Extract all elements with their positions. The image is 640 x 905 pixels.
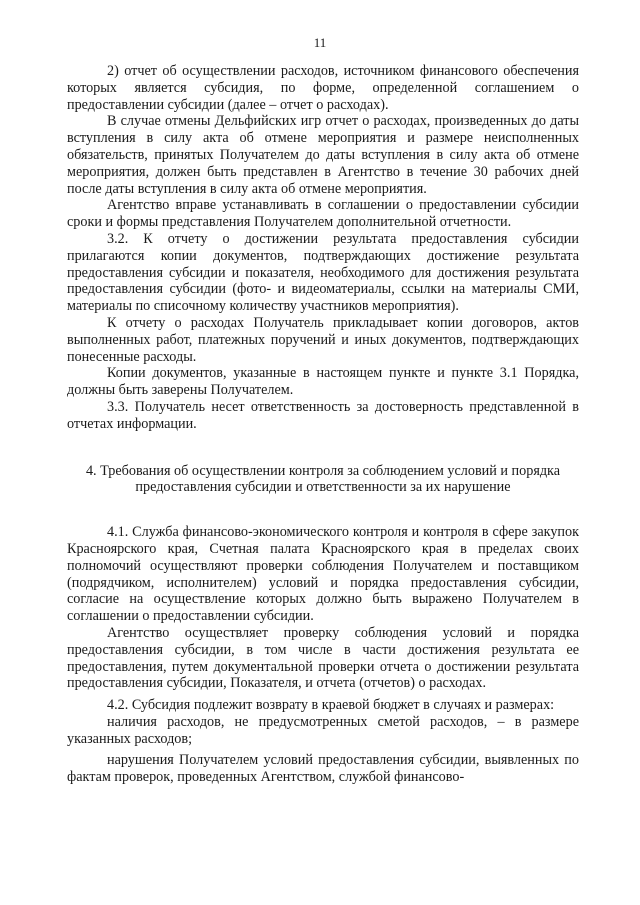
section-heading-line: предоставления субсидии и ответственности за их нарушение [135, 479, 511, 496]
paragraph: Копии документов, указанные в настоящем пункте и пункте 3.1 Порядка, должны быть заверены Получателем. [67, 365, 579, 399]
paragraph: 3.2. К отчету о достижении результата предоставления субсидии прилагаются копии документов, подтверждающих достижение результата предоставления субсидии и показателя, необходимого для достижения результата предоставления субсидии (фото- и видеоматериалы, ссылки на материалы СМИ, материалы по списочному количеству участников мероприятия). [67, 230, 579, 315]
paragraph: Агентство вправе устанавливать в соглашении о предоставлении субсидии сроки и формы представления Получателем дополнительной отчетности. [67, 197, 579, 231]
page-number: 11 [313, 35, 327, 50]
document-body [67, 63, 579, 786]
section-heading [67, 463, 579, 497]
paragraph: наличия расходов, не предусмотренных сметой расходов, – в размере указанных расходов; [67, 713, 579, 747]
paragraph: В случае отмены Дельфийских игр отчет о расходах, произведенных до даты вступления в силу акта об отмене мероприятия и размере неисполненных обязательств, принятых Получателем до даты вступления в силу акта об отмене мероприятия, должен быть представлен в Агентство в течение 30 рабочих дней после даты вступления в силу акта об отмене мероприятия. [67, 113, 579, 197]
paragraph: Агентство осуществляет проверку соблюдения условий и порядка предоставления субсидии, в том числе в части достижения результата ее предоставления, путем документальной проверки отчета о достижении результата предоставления субсидии, Показателя, и отчета (отчетов) о расходах. [67, 624, 579, 692]
paragraph: 3.3. Получатель несет ответственность за достоверность представленной в отчетах информации. [67, 398, 579, 432]
paragraph: К отчету о расходах Получатель прикладывает копии договоров, актов выполненных работ, платежных поручений и иных документов, подтверждающих понесенные расходы. [67, 314, 579, 365]
paragraph: 4.2. Субсидия подлежит возврату в краевой бюджет в случаях и размерах: [107, 697, 555, 714]
paragraph: нарушения Получателем условий предоставления субсидии, выявленных по фактам проверок, проведенных Агентством, службой финансово- [67, 752, 579, 786]
section-heading-line: 4. Требования об осуществлении контроля за соблюдением условий и порядка [85, 462, 561, 479]
paragraph: 4.1. Служба финансово-экономического контроля и контроля в сфере закупок Красноярского края, Счетная палата Красноярского края в пределах своих полномочий осуществляют проверки соблюдения Получателем и поставщиком (подрядчиком, исполнителем) условий и порядка предоставления субсидии, согласие на осуществление которых должно быть выражено Получателем в соглашении о предоставлении субсидии. [67, 524, 579, 625]
paragraph: 2) отчет об осуществлении расходов, источником финансового обеспечения которых является субсидия, по форме, определенной соглашением о предоставлении субсидии (далее – отчет о расходах). [67, 63, 579, 113]
